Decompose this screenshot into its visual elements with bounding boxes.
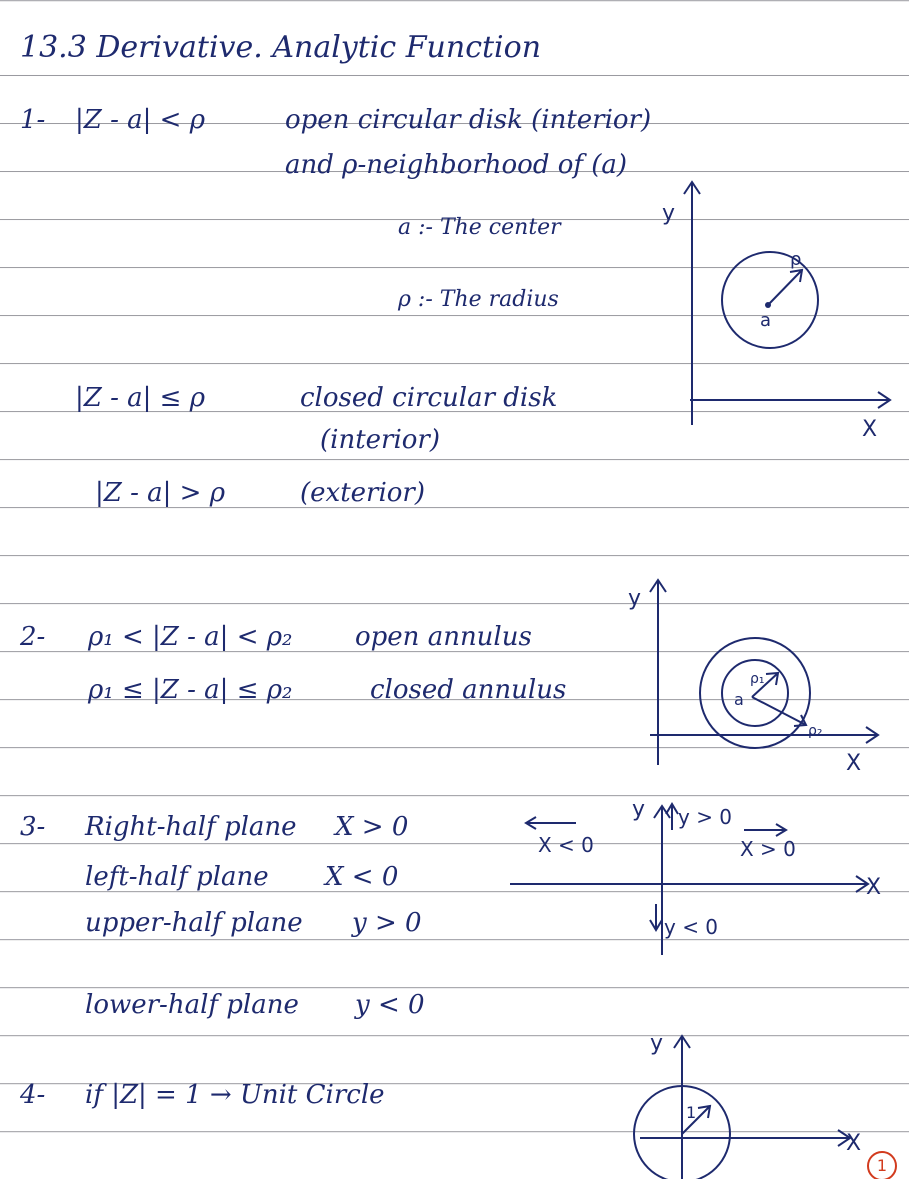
figure-half-planes-y-label: y: [632, 797, 646, 822]
section-1-formula-open-disk: |Z - a| < ρ: [75, 105, 205, 135]
section-1-formula-exterior: |Z - a| > ρ: [95, 478, 225, 508]
section-1-desc-closed-disk: closed circular disk: [300, 383, 558, 413]
figure-unit-circle-y-label: y: [650, 1031, 664, 1056]
figure-disk-radius-label: ρ: [790, 249, 802, 270]
figure-annulus-inner-label: ρ₁: [750, 671, 765, 687]
figure-half-planes-x-label: X: [866, 875, 882, 900]
figure-disk-y-label: y: [662, 201, 676, 226]
figure-half-planes: [510, 790, 880, 960]
page-number: 1: [867, 1151, 897, 1179]
figure-disk: [620, 160, 890, 440]
figure-unit-circle: [600, 1030, 860, 1179]
figure-annulus-outer-radius: [752, 697, 806, 725]
section-1-formula-closed-disk: |Z - a| ≤ ρ: [75, 383, 205, 413]
section-1-number: 1-: [20, 105, 46, 135]
section-3-upper-half: upper-half plane: [85, 908, 303, 938]
figure-disk-circle: [722, 252, 818, 348]
section-1-desc-interior: (interior): [320, 425, 441, 455]
figure-annulus-y-label: y: [628, 586, 642, 611]
page-title: 13.3 Derivative. Analytic Function: [20, 30, 542, 65]
figure-annulus-x-label: X: [846, 751, 862, 776]
figure-annulus-outer-label: ρ₂: [808, 723, 823, 739]
section-1-center-def: a :- The center: [398, 215, 561, 240]
section-2-formula-closed: ρ₁ ≤ |Z - a| ≤ ρ₂: [88, 675, 293, 705]
figure-disk-center-label: a: [760, 310, 772, 331]
figure-half-planes-up-label: y > 0: [678, 805, 733, 829]
figure-unit-circle-x-label: X: [846, 1131, 862, 1156]
figure-half-planes-left-label: X < 0: [538, 833, 594, 857]
section-3-right-formula: X > 0: [335, 812, 409, 842]
section-2-formula-open: ρ₁ < |Z - a| < ρ₂: [88, 622, 293, 652]
section-4-formula: if |Z| = 1 → Unit Circle: [85, 1080, 385, 1110]
figure-unit-circle-radius-label: 1: [686, 1103, 697, 1122]
figure-annulus-center-label: a: [734, 690, 744, 709]
section-4-number: 4-: [20, 1080, 46, 1110]
section-1-desc-exterior: (exterior): [300, 478, 425, 508]
section-3-lower-formula: y < 0: [355, 990, 425, 1020]
section-2-number: 2-: [20, 622, 46, 652]
figure-disk-radius-line: [768, 270, 802, 305]
figure-half-planes-down-label: y < 0: [664, 915, 719, 939]
section-3-upper-formula: y > 0: [352, 908, 422, 938]
section-2-desc-open: open annulus: [355, 622, 532, 652]
section-3-left-half: left-half plane: [85, 862, 269, 892]
section-3-lower-half: lower-half plane: [85, 990, 299, 1020]
section-3-right-half: Right-half plane: [85, 812, 297, 842]
figure-disk-x-label: X: [862, 417, 878, 442]
section-1-desc-neighborhood: and ρ-neighborhood of (a): [285, 150, 628, 180]
section-1-radius-def: ρ :- The radius: [398, 287, 559, 312]
section-1-desc-open-disk: open circular disk (interior): [285, 105, 652, 135]
figure-half-planes-right-label: X > 0: [740, 837, 796, 861]
figure-annulus: [620, 575, 890, 775]
section-2-desc-closed: closed annulus: [370, 675, 567, 705]
section-3-left-formula: X < 0: [325, 862, 399, 892]
section-3-number: 3-: [20, 812, 46, 842]
